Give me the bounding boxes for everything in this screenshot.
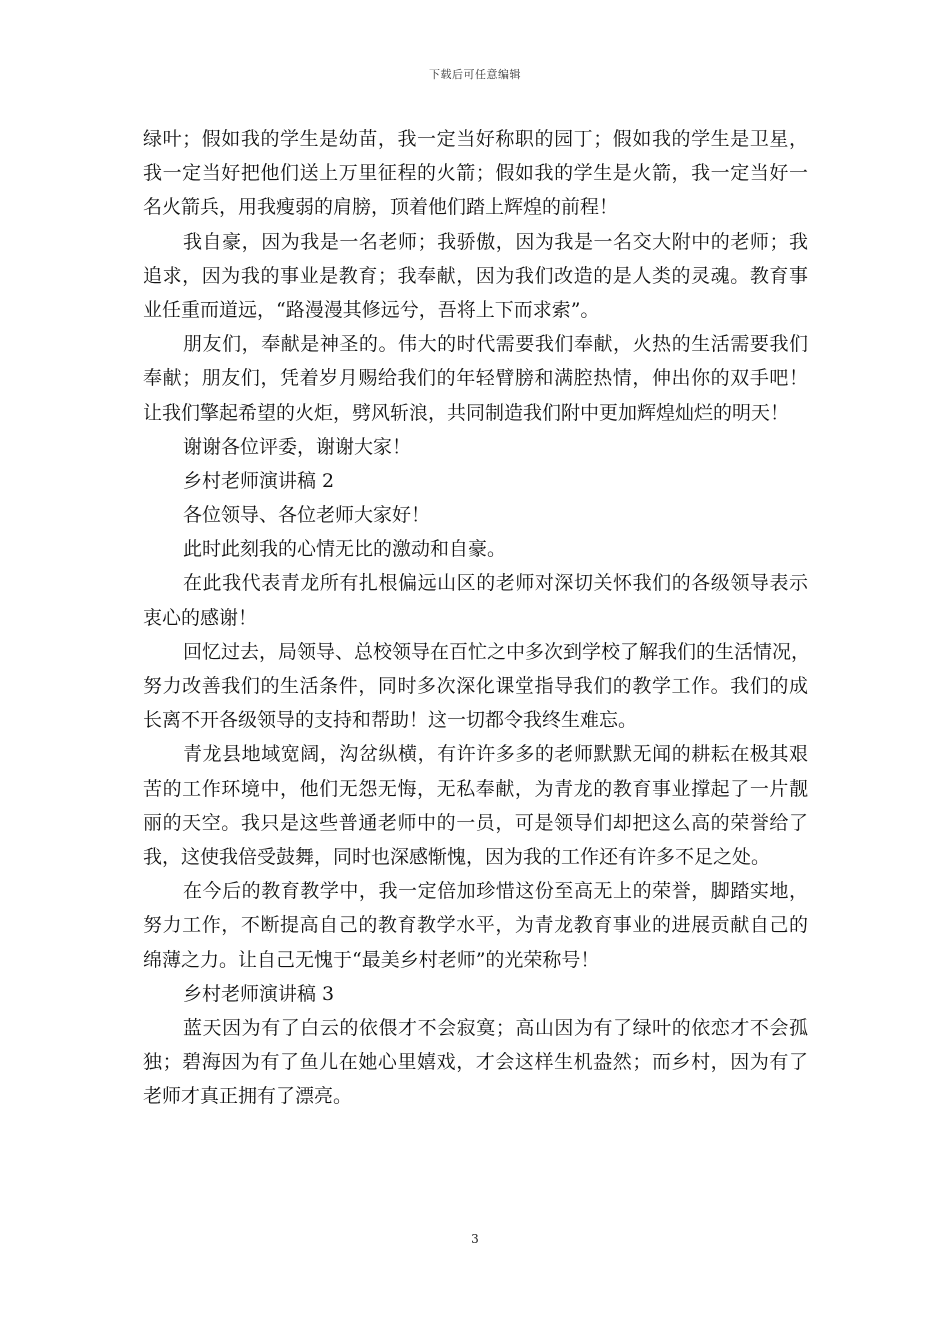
text-line: 我自豪，因为我是一名老师；我骄傲，因为我是一名交大附中的老师；我 xyxy=(183,230,808,253)
text-line: 朋友们，奉献是神圣的。伟大的时代需要我们奉献，火热的生活需要我们 xyxy=(183,333,808,356)
section-heading: 乡村老师演讲稿 3 xyxy=(183,982,335,1005)
text-line: 奉献；朋友们，凭着岁月赐给我们的年轻臂膀和满腔热情，伸出你的双手吧！ xyxy=(143,367,808,390)
text-line: 老师才真正拥有了漂亮。 xyxy=(143,1085,353,1108)
page-number: 3 xyxy=(471,1232,479,1246)
text-line: 谢谢各位评委，谢谢大家！ xyxy=(183,435,412,458)
document-body xyxy=(143,122,811,1113)
text-line: 我一定当好把他们送上万里征程的火箭；假如我的学生是火箭，我一定当好一 xyxy=(143,162,808,185)
text-line: 丽的天空。我只是这些普通老师中的一员，可是领导们却把这么高的荣誉给了 xyxy=(143,811,808,834)
text-line: 苦的工作环境中，他们无怨无悔，无私奉献，为青龙的教育事业撑起了一片靓 xyxy=(143,777,808,800)
text-line: 长离不开各级领导的支持和帮助！这一切都令我终生难忘。 xyxy=(143,709,638,732)
section-heading: 乡村老师演讲稿 2 xyxy=(183,469,335,492)
text-line: 蓝天因为有了白云的依偎才不会寂寞；高山因为有了绿叶的依恋才不会孤 xyxy=(183,1016,808,1039)
text-line: 绵薄之力。让自己无愧于“最美乡村老师”的光荣称号！ xyxy=(143,948,600,971)
text-line: 此时此刻我的心情无比的激动和自豪。 xyxy=(183,538,507,561)
text-line: 让我们擎起希望的火炬，劈风斩浪，共同制造我们附中更加辉煌灿烂的明天！ xyxy=(143,401,790,424)
text-line: 追求，因为我的事业是教育；我奉献，因为我们改造的是人类的灵魂。教育事 xyxy=(143,264,808,287)
page-header: 下载后可任意编辑 xyxy=(429,68,521,81)
text-line: 各位领导、各位老师大家好！ xyxy=(183,504,431,527)
text-line: 绿叶；假如我的学生是幼苗，我一定当好称职的园丁；假如我的学生是卫星， xyxy=(143,128,808,150)
text-line: 努力工作，不断提高自己的教育教学水平，为青龙教育事业的进展贡献自己的 xyxy=(143,914,808,937)
text-line: 业任重而道远，“路漫漫其修远兮，吾将上下而求索”。 xyxy=(143,298,600,321)
text-line: 独；碧海因为有了鱼儿在她心里嬉戏，才会这样生机盎然；而乡村，因为有了 xyxy=(143,1051,808,1074)
text-line: 在此我代表青龙所有扎根偏远山区的老师对深切关怀我们的各级领导表示 xyxy=(183,572,808,595)
text-line: 我，这使我倍受鼓舞，同时也深感惭愧，因为我的工作还有许多不足之处。 xyxy=(143,845,771,868)
text-line: 在今后的教育教学中，我一定倍加珍惜这份至高无上的荣誉，脚踏实地， xyxy=(183,880,808,903)
text-line: 青龙县地域宽阔，沟岔纵横，有许许多多的老师默默无闻的耕耘在极其艰 xyxy=(183,743,808,766)
text-line: 努力改善我们的生活条件，同时多次深化课堂指导我们的教学工作。我们的成 xyxy=(143,675,808,697)
text-line: 名火箭兵，用我瘦弱的肩膀，顶着他们踏上辉煌的前程！ xyxy=(143,196,619,219)
text-line: 回忆过去，局领导、总校领导在百忙之中多次到学校了解我们的生活情况， xyxy=(183,640,811,663)
text-line: 衷心的感谢！ xyxy=(143,606,258,629)
